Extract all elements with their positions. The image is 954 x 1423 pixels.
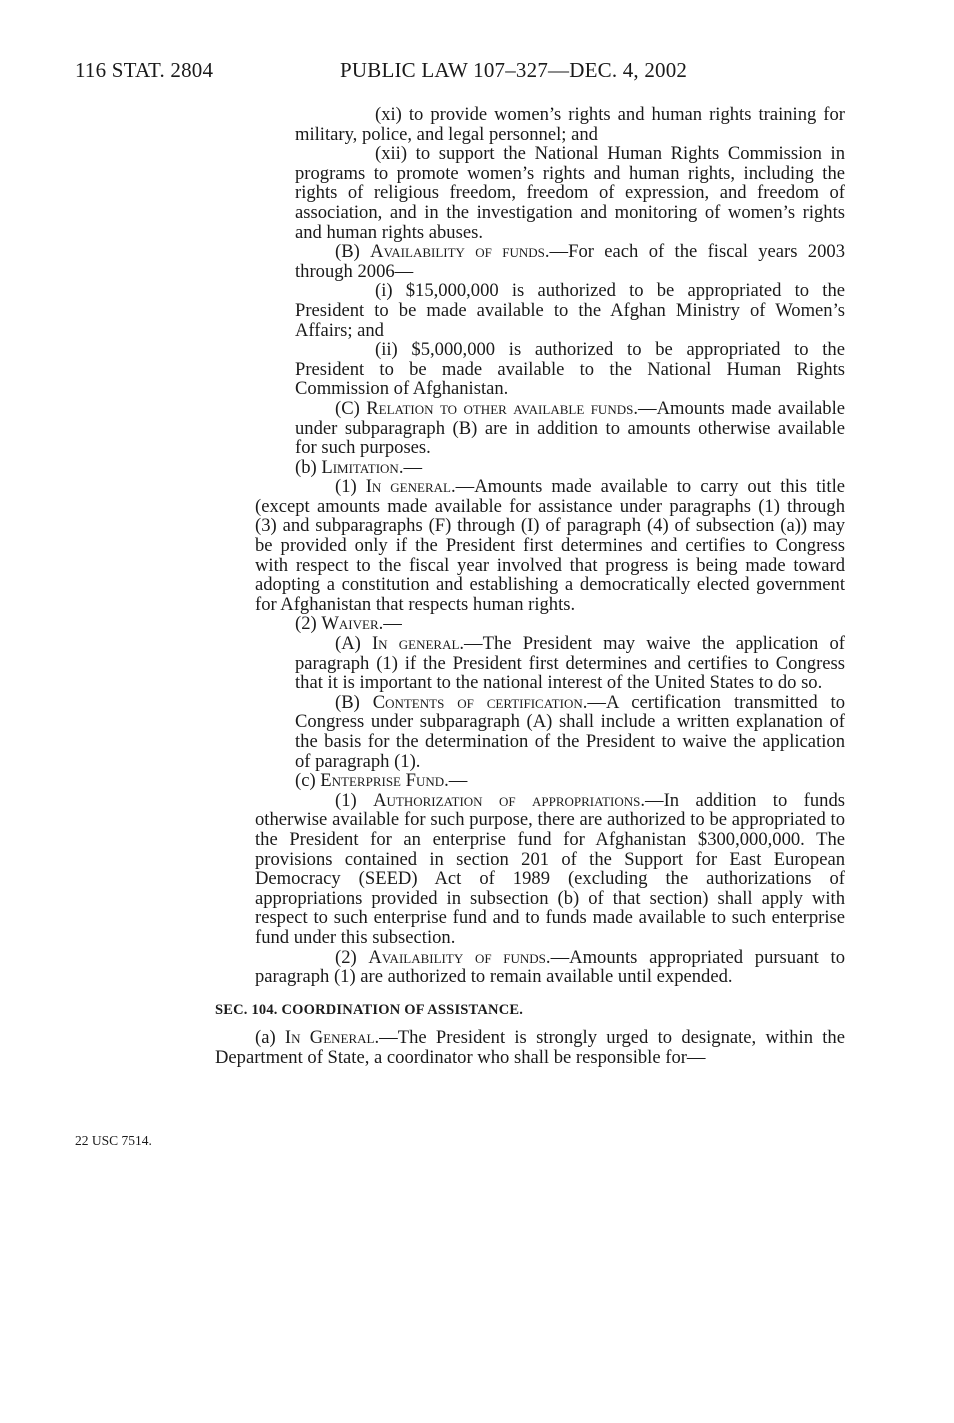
subsection-b <box>215 458 845 478</box>
heading: In General <box>284 1027 375 1049</box>
clause-xii: (xii) to support the National Human Rights Commission in programs to promote women’s rights and human rights, including the rights of religious freedom, freedom of expression, and freedom of association, and in the investigation and monitoring of women’s rights and human rights abuses. <box>295 143 845 243</box>
clause-b-i: (i) $15,000,000 is authorized to be appropriated to the President to be made available to the Afghan Ministry of Women’s Affairs; and <box>295 280 845 341</box>
heading: In general <box>365 476 451 498</box>
heading: Limitation <box>321 456 399 478</box>
text: .—For each of the fiscal years 2003 through 2006— <box>295 241 845 282</box>
label: (2) <box>295 613 322 635</box>
heading: Enterprise Fund <box>320 770 445 792</box>
label: (2) <box>335 946 369 968</box>
label: (1) <box>335 789 374 811</box>
label: (1) <box>335 476 366 498</box>
label: (a) <box>255 1027 285 1049</box>
text: .—In addition to funds otherwise available for such purpose, there are authorized to be appropriated to the President for an enterprise fund for Afghanistan $300,000,000. The provisions contained in section 201 of the Support for East European Democracy (SEED) Act of 1989 (excluding the authorizations of appropriations provided in subsection (b) of that section) shall apply with respect to such enterprise fund and to funds made available to such enterprise fund under this subsection. <box>255 789 845 948</box>
text: .—The President may waive the application of paragraph (1) if the President first determines and certifies to Congress that it is important to the national interest of the United States to do so. <box>295 633 845 694</box>
text: .—Amounts made available to carry out this title (except amounts made available for assistance under paragraphs (1) through (3) and subparagraphs (F) through (I) of paragraph (4) of subsection (a)) may be provided only if the President first determines and certifies to Congress with respect to the fiscal year involved that progress is being made toward adopting a constitution and establishing a democratically elected government for Afghanistan that respects human rights. <box>255 476 845 615</box>
heading: Relation to other available funds <box>366 397 634 419</box>
subparagraph-b-2-a <box>215 634 845 693</box>
paragraph-c-1 <box>215 791 845 948</box>
label: (c) <box>295 770 321 792</box>
text: .—Amounts made available under subparagraph (B) are in addition to amounts otherwise available for such purposes. <box>295 397 846 459</box>
heading: Authorization of appropriations <box>373 789 641 811</box>
page-reference: 116 STAT. 2804 <box>75 58 214 82</box>
text: .— <box>378 613 402 635</box>
label: (b) <box>295 456 322 478</box>
subparagraph-c <box>215 399 845 458</box>
heading: Availability of funds <box>368 946 546 968</box>
paragraph-b-2 <box>215 614 845 634</box>
section-heading: SEC. 104. COORDINATION OF ASSISTANCE. <box>215 1001 524 1018</box>
label: (B) <box>335 241 371 263</box>
text: .— <box>398 456 423 478</box>
text: .—Amounts appropriated pursuant to paragraph (1) are authorized to remain available until expended. <box>255 946 845 988</box>
paragraph-c-2 <box>215 948 845 987</box>
text: .—The President is strongly urged to designate, within the Department of State, a coordinator who shall be responsible for— <box>215 1027 845 1068</box>
text: .— <box>444 770 468 792</box>
subsection-c <box>215 771 845 791</box>
subparagraph-b-2-b <box>215 693 845 771</box>
heading: Availability of funds <box>370 241 545 263</box>
clause-xi: (xi) to provide women’s rights and human rights training for military, police, and legal personnel; and <box>295 104 845 145</box>
margin-citation: 22 USC 7514. <box>75 1133 152 1148</box>
heading: Contents of certification <box>372 691 583 713</box>
heading: Waiver <box>321 613 379 635</box>
label: (B) <box>335 691 373 713</box>
label: (A) <box>335 633 372 655</box>
heading: In general <box>371 633 460 655</box>
label: (C) <box>335 397 367 419</box>
subparagraph-b <box>215 242 845 281</box>
document-body <box>215 105 845 1068</box>
section-subsection-a <box>215 1028 845 1067</box>
clause-b-ii: (ii) $5,000,000 is authorized to be appropriated to the President to be made available to the National Human Rights Commission of Afghanistan. <box>295 339 845 400</box>
paragraph-b-1 <box>215 477 845 614</box>
text: .—A certification transmitted to Congress under subparagraph (A) shall include a written explanation of the basis for the determination of the President to waive the application of paragraph (1). <box>295 691 845 772</box>
law-reference: PUBLIC LAW 107–327—DEC. 4, 2002 <box>340 58 688 82</box>
